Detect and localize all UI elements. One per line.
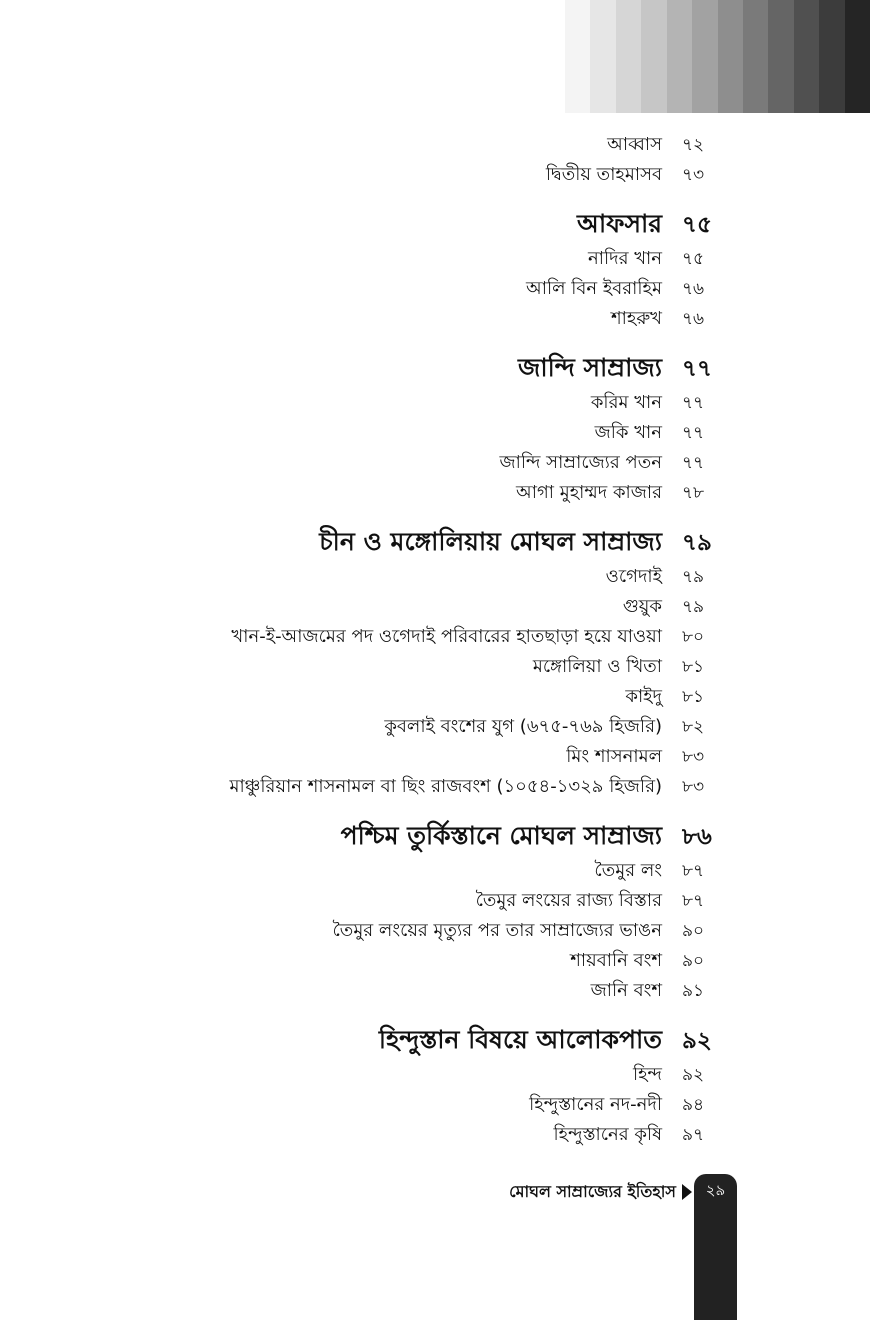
toc-page-number: ৯০: [682, 951, 705, 971]
toc-chapter-heading: [20, 1020, 720, 1060]
toc-entry-title: হিন্দুস্তানের কৃষি: [553, 1124, 662, 1145]
toc-chapter-heading: [20, 204, 720, 244]
toc-entry-title: হিন্দুস্তানের নদ-নদী: [529, 1094, 662, 1115]
toc-entry-title: আফসার: [577, 209, 662, 238]
toc-entry-title: পশ্চিম তুর্কিস্তানে মোঘল সাম্রাজ্য: [340, 821, 662, 850]
toc-entry: [20, 886, 720, 916]
gradient-strip: [590, 0, 615, 113]
toc-page-number: ৭৯: [682, 530, 712, 556]
toc-entry-title: কাইদু: [625, 686, 662, 707]
toc-page-number: ৭৭: [682, 423, 705, 443]
toc-entry: [20, 160, 720, 190]
toc-entry-title: মাঞ্চুরিয়ান শাসনামল বা ছিং রাজবংশ (১০৫৪-১৩২৯ হিজরি): [229, 776, 662, 797]
gradient-strip: [768, 0, 793, 113]
toc-page-number: ৭৩: [682, 165, 705, 185]
toc-page-number: ৮৬: [682, 824, 712, 850]
toc-page-number: ৮৩: [682, 777, 705, 797]
toc-page-number: ৯৭: [682, 1125, 705, 1145]
running-book-title: মোঘল সাম্রাজ্যের ইতিহাস: [509, 1181, 676, 1201]
toc-chapter-heading: [20, 816, 720, 856]
toc-entry-title: চীন ও মঙ্গোলিয়ায় মোঘল সাম্রাজ্য: [319, 527, 662, 556]
toc-entry: [20, 742, 720, 772]
toc-entry-title: জান্দি সাম্রাজ্যের পতন: [499, 452, 662, 473]
toc-page-number: ৮৭: [682, 891, 705, 911]
toc-entry: [20, 304, 720, 334]
toc-page-number: ৯১: [682, 981, 705, 1001]
toc-entry-title: তৈমুর লংয়ের রাজ্য বিস্তার: [475, 890, 662, 911]
toc-entry: [20, 592, 720, 622]
toc-entry-title: আলি বিন ইবরাহিম: [525, 278, 662, 299]
toc-entry: [20, 1090, 720, 1120]
toc-entry-title: আব্বাস: [607, 134, 662, 155]
gradient-strip: [794, 0, 819, 113]
toc-page-number: ৭৫: [682, 249, 705, 269]
toc-entry: [20, 274, 720, 304]
toc-page-number: ৭৭: [682, 356, 712, 382]
toc-page-number: ৯০: [682, 921, 705, 941]
toc-entry: [20, 388, 720, 418]
toc-page-number: ৮৭: [682, 861, 705, 881]
toc-page-number: ৯২: [682, 1065, 705, 1085]
toc-page-number: ৯২: [682, 1028, 712, 1054]
gradient-strip: [565, 0, 590, 113]
toc-entry: [20, 976, 720, 1006]
toc-entry-title: খান-ই-আজমের পদ ওগেদাই পরিবারের হাতছাড়া হয়ে যাওয়া: [231, 626, 662, 647]
toc-entry: [20, 652, 720, 682]
toc-page-number: ৭৬: [682, 279, 705, 299]
gradient-strip: [692, 0, 717, 113]
toc-entry: [20, 916, 720, 946]
toc-entry: [20, 1120, 720, 1150]
toc-entry-title: শাহরুখ: [611, 308, 662, 329]
toc-page-number: ৭২: [682, 135, 705, 155]
toc-entry: [20, 622, 720, 652]
toc-page-number: ৭৮: [682, 483, 705, 503]
toc-entry-title: করিম খান: [590, 392, 662, 413]
toc-page-number: ৭৯: [682, 567, 705, 587]
toc-entry-title: গুয়ুক: [622, 596, 662, 617]
toc-entry: [20, 244, 720, 274]
toc-page-number: ৮২: [682, 717, 705, 737]
toc-entry: [20, 946, 720, 976]
toc-entry-title: তৈমুর লং: [594, 860, 662, 881]
toc-entry: [20, 130, 720, 160]
toc-entry-title: ওগেদাই: [605, 566, 662, 587]
toc-page-number: ৮০: [682, 627, 705, 647]
toc-page-number: ৭৯: [682, 597, 705, 617]
page-number: ২৯: [705, 1181, 726, 1199]
toc-entry: [20, 712, 720, 742]
toc-page-number: ৮১: [682, 657, 705, 677]
toc-entry-title: নাদির খান: [588, 248, 662, 269]
toc-entry: [20, 682, 720, 712]
toc-page-number: ৯৪: [682, 1095, 705, 1115]
page-number-tab: [694, 1174, 737, 1320]
toc-entry-title: জানি বংশ: [590, 980, 662, 1001]
gradient-strip: [819, 0, 844, 113]
toc-page-number: ৮১: [682, 687, 705, 707]
toc-page-number: ৭৭: [682, 393, 705, 413]
toc-page-number: ৭৭: [682, 453, 705, 473]
toc-entry-title: আগা মুহাম্মদ কাজার: [516, 482, 662, 503]
gradient-strip: [641, 0, 666, 113]
gradient-strip: [616, 0, 641, 113]
toc-entry-title: কুবলাই বংশের যুগ (৬৭৫-৭৬৯ হিজরি): [384, 716, 662, 737]
toc-entry: [20, 478, 720, 508]
toc-page-number: ৮৩: [682, 747, 705, 767]
page-footer: [509, 1176, 692, 1208]
toc-entry-title: দ্বিতীয় তাহমাসব: [545, 164, 662, 185]
toc-page-number: ৭৫: [682, 212, 712, 238]
grayscale-gradient-bar: [565, 0, 870, 113]
toc-entry-title: হিন্দ: [632, 1064, 662, 1085]
toc-entry: [20, 418, 720, 448]
table-of-contents: [20, 130, 720, 1150]
toc-entry: [20, 1060, 720, 1090]
toc-chapter-heading: [20, 522, 720, 562]
toc-entry-title: মিং শাসনামল: [566, 746, 662, 767]
toc-entry: [20, 856, 720, 886]
toc-entry-title: জান্দি সাম্রাজ্য: [518, 353, 662, 382]
toc-entry-title: জকি খান: [594, 422, 662, 443]
toc-entry-title: হিন্দুস্তান বিষয়ে আলোকপাত: [378, 1025, 662, 1054]
gradient-strip: [718, 0, 743, 113]
triangle-arrow-icon: [682, 1184, 692, 1200]
toc-entry-title: মঙ্গোলিয়া ও খিতা: [532, 656, 662, 677]
toc-entry: [20, 772, 720, 802]
toc-chapter-heading: [20, 348, 720, 388]
toc-page-number: ৭৬: [682, 309, 705, 329]
toc-entry: [20, 562, 720, 592]
gradient-strip: [845, 0, 870, 113]
gradient-strip: [667, 0, 692, 113]
toc-entry-title: শায়বানি বংশ: [570, 950, 662, 971]
gradient-strip: [743, 0, 768, 113]
toc-entry-title: তৈমুর লংয়ের মৃত্যুর পর তার সাম্রাজ্যের ভাঙন: [332, 920, 662, 941]
toc-entry: [20, 448, 720, 478]
